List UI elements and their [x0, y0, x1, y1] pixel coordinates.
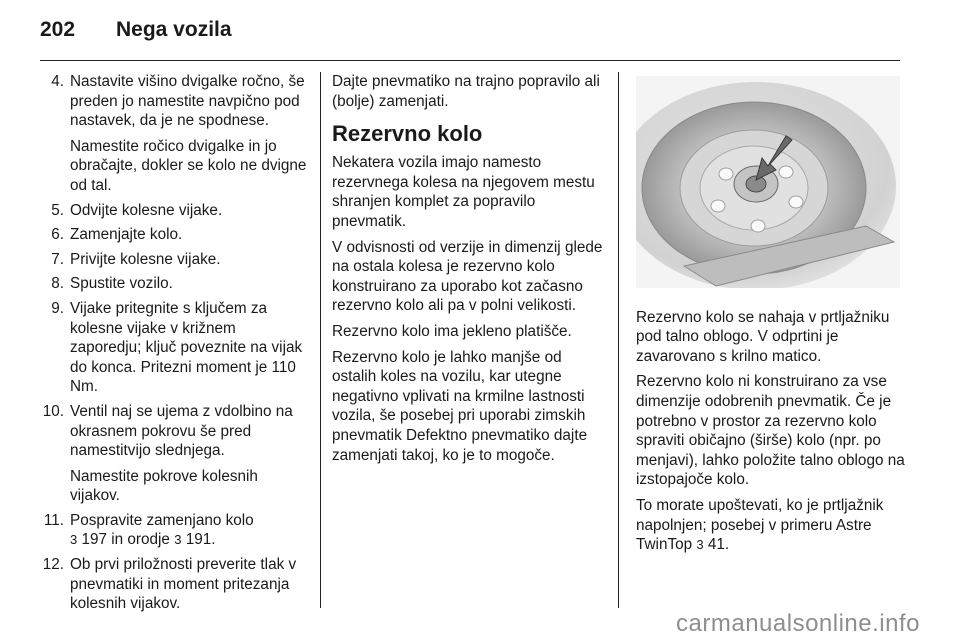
step-text: Privijte kolesne vijake. — [70, 250, 221, 268]
step-item — [40, 274, 308, 294]
step-item — [40, 555, 308, 614]
body-paragraph: Nekatera vozila imajo namesto rezervnega kolesa na njegovem mestu shranjen komplet za popravilo pnevmatik. — [332, 154, 595, 230]
body-paragraph: Rezervno kolo ima jekleno platišče. — [332, 322, 572, 340]
ref-arrow-icon: 3 — [70, 532, 78, 548]
body-paragraph: V odvisnosti od verzije in dimenzij glede na ostala kolesa je rezervno kolo konstruirano za uporabo kot začasno rezervno kolo ali pa v polni velikosti. — [332, 238, 603, 315]
page-header — [40, 18, 232, 48]
page-title: Nega vozila — [116, 18, 232, 41]
column-divider-2 — [618, 72, 619, 608]
spare-wheel-illustration — [636, 76, 900, 288]
step-text: Namestite pokrove kolesnih vijakov. — [70, 467, 258, 505]
body-paragraph: To morate upoštevati, ko je prtljažnik napolnjen; posebej v primeru Astre TwinTop — [636, 496, 884, 554]
column-1 — [40, 72, 308, 619]
step-number: 7. — [51, 250, 64, 268]
step-text: Namestite ročico dvigalke in jo obračajte, dokler se kolo ne dvigne od tal. — [70, 137, 307, 194]
step-item — [40, 250, 308, 270]
step-text: in orodje — [111, 531, 170, 549]
step-text: Pospravite zamenjano kolo — [70, 511, 254, 529]
section-heading: Rezervno kolo — [332, 121, 483, 147]
step-text: Nastavite višino dvigalke ročno, še preden jo namestite navpično pod nastavek, da je ne spodnese. — [70, 73, 305, 130]
step-item — [40, 201, 308, 221]
step-text: Ventil naj se ujema z vdolbino na okrasnem pokrovu še pred namestitvijo slednjega. — [70, 402, 293, 460]
step-item — [40, 225, 308, 245]
step-number: 6. — [51, 226, 64, 244]
ref-arrow-icon: 3 — [174, 532, 182, 548]
step-item — [40, 299, 308, 397]
step-number: 9. — [51, 299, 64, 317]
step-number: 8. — [51, 275, 64, 293]
body-paragraph: Rezervno kolo ni konstruirano za vse dimenzije odobrenih pnevmatik. Če je potrebno v prostor za rezervno kolo spraviti običajno (širše) kolo (npr. po menjavi), lahko položite talno oblogo na izstopajoče kolo. — [636, 373, 905, 489]
watermark: carmanualsonline.info — [676, 610, 920, 637]
step-number: 10. — [42, 402, 64, 420]
step-text: Vijake pritegnite s ključem za kolesne vijake v križnem zaporedju; ključ poveznite na vijak do konca. Pritezni moment je 110 Nm. — [70, 299, 303, 396]
body-paragraph: Rezervno kolo je lahko manjše od ostalih koles na vozilu, kar utegne negativno vplivati na krmilne lastnosti vozila, še posebej pri uporabi zimskih pnevmatik Defektno pnevmatiko dajte zamenjati takoj, ko je to mogoče. — [332, 348, 588, 464]
intro-text: Dajte pnevmatiko na trajno popravilo ali (bolje) zamenjati. — [332, 73, 600, 110]
step-text: Spustite vozilo. — [70, 275, 173, 293]
step-item — [40, 511, 308, 550]
column-3 — [636, 72, 906, 561]
step-number: 5. — [51, 201, 64, 219]
page-number: 202 — [40, 18, 76, 41]
step-number: 12. — [42, 556, 64, 574]
step-text: Zamenjajte kolo. — [70, 226, 183, 244]
step-item — [40, 72, 308, 196]
column-divider-1 — [320, 72, 321, 608]
step-number: 11. — [43, 511, 64, 529]
step-number: 4. — [51, 73, 64, 90]
column-2 — [332, 72, 604, 471]
page-ref-link[interactable]: 191. — [185, 531, 216, 549]
page-ref-link[interactable]: 41. — [707, 536, 730, 554]
body-paragraph: Rezervno kolo se nahaja v prtljažniku pod talno oblogo. V odprtini je zavarovano s krilno matico. — [636, 308, 890, 365]
step-text: Odvijte kolesne vijake. — [70, 201, 223, 219]
ref-arrow-icon: 3 — [696, 537, 704, 553]
page-ref-link[interactable]: 197 — [81, 531, 108, 549]
step-text: Ob prvi priložnosti preverite tlak v pnevmatiki in moment pritezanja kolesnih vijakov. — [70, 556, 297, 613]
step-item — [40, 402, 308, 506]
header-rule — [40, 60, 900, 61]
